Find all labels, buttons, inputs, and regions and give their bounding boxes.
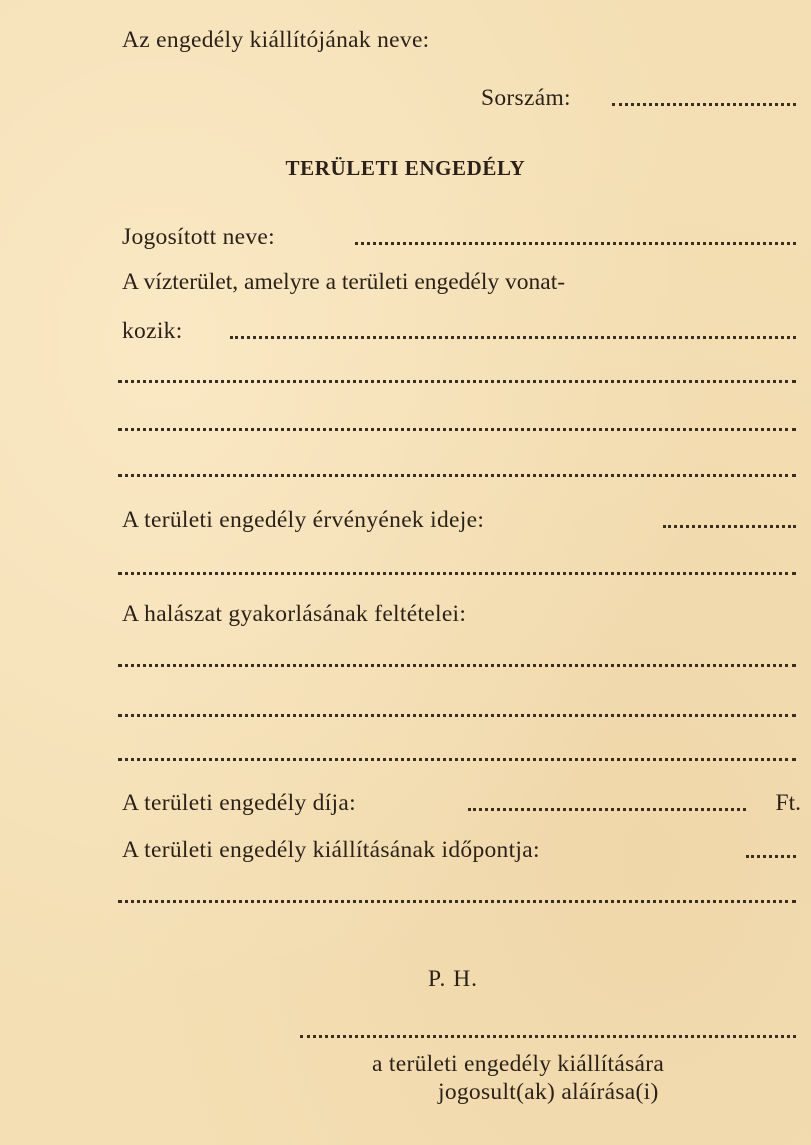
water-area-label-line1 [122, 268, 796, 296]
conditions-field-3[interactable] [118, 758, 796, 761]
signature-caption-line2: jogosult(ak) aláírása(i) [438, 1079, 659, 1105]
signature-field[interactable] [300, 1035, 796, 1038]
issuer-label: Az engedély kiállítójának neve: [122, 27, 430, 53]
conditions-label: A halászat gyakorlásának feltételei: [122, 601, 467, 627]
water-area-field-4[interactable] [118, 474, 796, 477]
validity-label: A területi engedély érvényének ideje: [122, 507, 485, 533]
water-area-field-2[interactable] [118, 380, 796, 383]
serial-field[interactable] [612, 103, 796, 106]
holder-label: Jogosított neve: [122, 224, 275, 250]
water-area-field-1[interactable] [230, 336, 796, 339]
issue-date-label: A területi engedély kiállításának időpontja: [122, 837, 540, 863]
form-title: TERÜLETI ENGEDÉLY [285, 156, 526, 180]
holder-field[interactable] [355, 242, 796, 245]
water-area-label-line2: kozik: [122, 318, 183, 344]
water-area-label-text: A vízterület, amelyre a területi engedély vonat- [122, 269, 566, 295]
fee-label: A területi engedély díja: [122, 790, 356, 816]
water-area-field-3[interactable] [118, 428, 796, 431]
conditions-field-1[interactable] [118, 664, 796, 667]
fee-unit: Ft. [775, 790, 801, 816]
signature-caption-line1: a területi engedély kiállítására [372, 1051, 665, 1077]
validity-field-2[interactable] [118, 572, 796, 575]
validity-field[interactable] [663, 525, 796, 528]
fee-field[interactable] [468, 808, 746, 811]
issue-date-field[interactable] [746, 855, 796, 858]
issue-date-field-2[interactable] [118, 900, 796, 903]
serial-label: Sorszám: [481, 85, 571, 111]
stamp-label: P. H. [428, 966, 479, 992]
conditions-field-2[interactable] [118, 714, 796, 717]
